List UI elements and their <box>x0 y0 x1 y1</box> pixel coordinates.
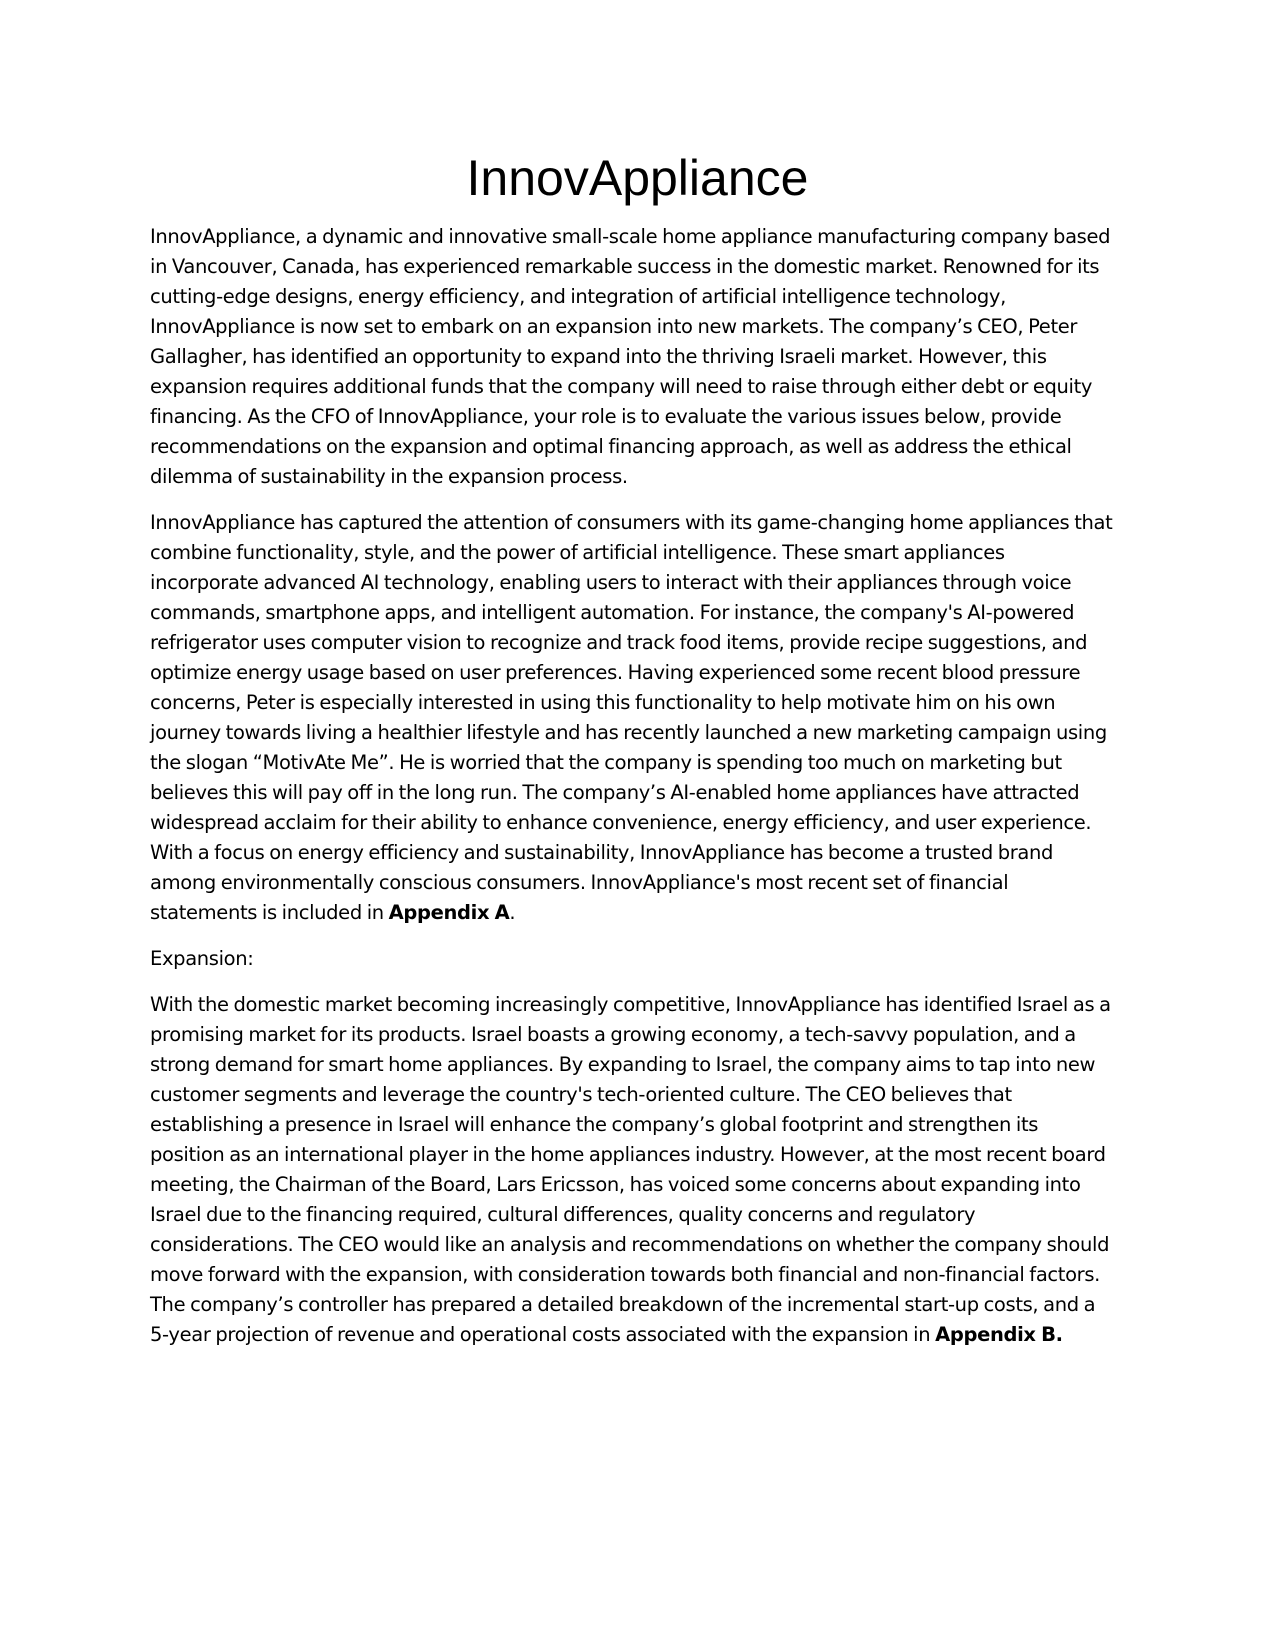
intro-paragraph-text: InnovAppliance, a dynamic and innovative small-scale home appliance manufacturing company based in Vancouver, Canada, has experienced remarkable success in the domestic market. Renowned for its cutting-edge designs, energy efficiency, and integration of artificial intelligence technology, InnovAppliance is now set to embark on an expansion into new markets. The company’s CEO, Peter Gallagher, has identified an opportunity to expand into the thriving Israeli market. However, this expansion requires additional funds that the company will need to raise through either debt or equity financing. As the CFO of InnovAppliance, your role is to evaluate the various issues below, provide recommendations on the expansion and optimal financing approach, as well as address the ethical dilemma of sustainability in the expansion process. <box>150 225 1111 488</box>
intro-paragraph <box>150 222 1116 492</box>
document-body <box>150 222 1116 1366</box>
expansion-paragraph <box>150 990 1116 1350</box>
products-paragraph-text: InnovAppliance has captured the attention of consumers with its game-changing home appliances that combine functionality, style, and the power of artificial intelligence. These smart appliances incorporate advanced AI technology, enabling users to interact with their appliances through voice commands, smartphone apps, and intelligent automation. For instance, the company's AI-powered refrigerator uses computer vision to recognize and track food items, provide recipe suggestions, and optimize energy usage based on user preferences. Having experienced some recent blood pressure concerns, Peter is especially interested in using this functionality to help motivate him on his own journey towards living a healthier lifestyle and has recently launched a new marketing campaign using the slogan “MotivAte Me”. He is worried that the company is spending too much on marketing but believes this will pay off in the long run. The company’s AI-enabled home appliances have attracted widespread acclaim for their ability to enhance convenience, energy efficiency, and user experience. With a focus on energy efficiency and sustainability, InnovAppliance has become a trusted brand among environmentally conscious consumers. InnovAppliance's most recent set of financial statements is included in <box>150 511 1113 924</box>
appendix-a-reference: Appendix A <box>388 901 510 924</box>
products-paragraph <box>150 508 1116 928</box>
expansion-paragraph-text: With the domestic market becoming increasingly competitive, InnovAppliance has identified Israel as a promising market for its products. Israel boasts a growing economy, a tech-savvy population, and a strong demand for smart home appliances. By expanding to Israel, the company aims to tap into new customer segments and leverage the country's tech-oriented culture. The CEO believes that establishing a presence in Israel will enhance the company’s global footprint and strengthen its position as an international player in the home appliances industry. However, at the most recent board meeting, the Chairman of the Board, Lars Ericsson, has voiced some concerns about expanding into Israel due to the financing required, cultural differences, quality concerns and regulatory considerations. The CEO would like an analysis and recommendations on whether the company should move forward with the expansion, with consideration towards both financial and non-financial factors. The company’s controller has prepared a detailed breakdown of the incremental start-up costs, and a 5-year projection of revenue and operational costs associated with the expansion in <box>150 993 1111 1346</box>
document-title: InnovAppliance <box>466 150 809 206</box>
products-paragraph-end: . <box>509 901 516 924</box>
appendix-b-reference: Appendix B. <box>935 1323 1063 1346</box>
section-heading-expansion: Expansion: <box>150 947 254 970</box>
